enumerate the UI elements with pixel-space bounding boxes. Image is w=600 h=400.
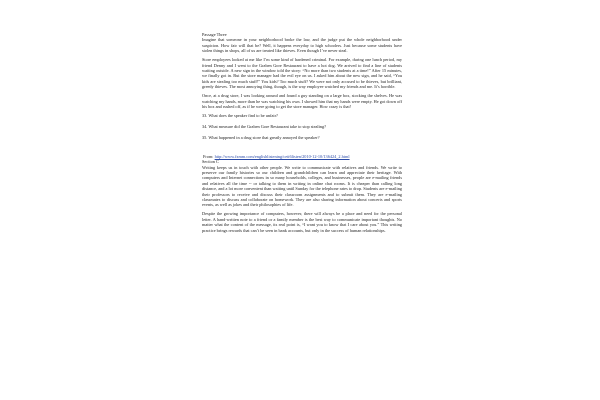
paragraph-writing: Writing keeps us in touch with other people. We write to communicate with relatives and friends. We write to preserve our family histories so our children and grandchildren can learn and appreciate their heritage. With computers and Internet connections in so many households, colleges, and businesses, people are e-mailing friends and relatives all the time -- or talking to them in writing in online chat rooms. It is cheaper than calling long distance, and a lot more convenient than waiting until Sunday for the telephone rates to drop. Students are e-mailing their professors to receive and discuss their classroom assignments and to submit them. They are e-mailing classmates to discuss and collaborate on homework. They are also sharing information about concerts and sports events, as well as jokes and their philosophies of life. [202,164,402,208]
paragraph-restaurant: Store employees looked at me like I’m some kind of hardened criminal. For example, during one lunch period, my friend Denny and I went to the Graben Gore Restaurant to have a hot dog. We arrived to find a line of students waiting outside. A new sign in the window told the story: “No more than two students at a time!” After 15 minutes, we finally got in. But the store manager had the evil eye on us. I asked him about the new sign, and he said, “You kids are stealing too much stuff!” You kids? Too much stuff? We were not only accused to be thieves, but brilliant, greedy thieves. The most annoying thing, though, is the way employee watched my friends and me. It’s horrible. [202,57,402,90]
passage-title: Passage Three [202,32,227,37]
spacer [202,146,402,154]
document-page [202,32,402,237]
question-34: 34. What measure did the Graben Gore Restaurant take to stop stealing? [202,123,327,129]
paragraph-personal-letter: Despite the growing importance of computers, however, there will always be a place and need for the personal letter. A hand-written note to a friend or a family member is the best way to communicate important thoughts. No matter what the content of the message, its real point is, “I want you to know that I care about you.” This writing practice brings rewards that can’t be seen in bank accounts, but only in the success of human relationships. [202,211,402,233]
source-link[interactable]: http://www.fxmm.com/englishlistening/ceti6listen/2010-12-10/136424_2.html [214,153,350,159]
source-prefix: From: [203,153,215,159]
question-33: 33. What does the speaker find to be unfair? [202,113,278,119]
paragraph-intro: Imagine that someone in your neighborhood broke the law, and the judge put the whole neighborhood under suspicion. How fair will that be? Well, it happens everyday to high schoolers. Just because some students have stolen things in shops, all of us are treated like thieves. Even though I’ve never steal. [202,37,402,54]
paragraph-drug-store: Once, at a drug store, I was looking around and found a guy standing on a large box, stocking the shelves. He was watching my hands, more than he was watching his own. I showed him that my hands were empty. He got down off his box and rushed off, as if he were going to get the store manager. How crazy is that! [202,93,402,110]
question-35: 35. What happened in a drug store that greatly annoyed the speaker? [202,134,320,140]
section-heading: Section C [202,159,219,165]
